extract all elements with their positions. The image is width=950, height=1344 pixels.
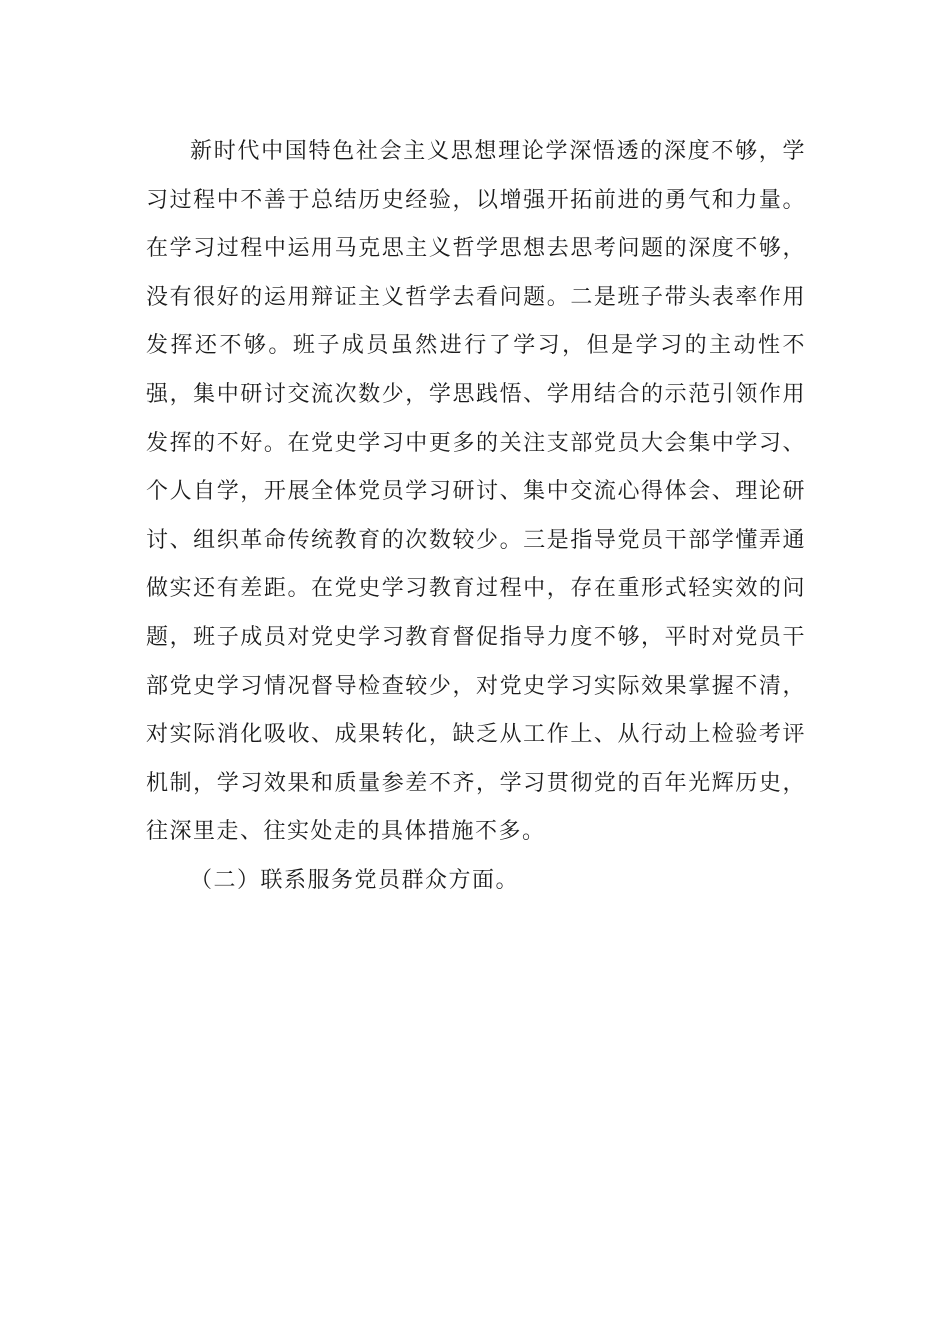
section-heading: （二）联系服务党员群众方面。 bbox=[190, 867, 520, 893]
body-paragraph: 新时代中国特色社会主义思想理论学深悟透的深度不够，学习过程中不善于总结历史经验，以增强开拓前进的勇气和力量。在学习过程中运用马克思主义哲学思想去思考问题的深度不够，没有很好的运用辩证主义哲学去看问题。二是班子带头表率作用发挥还不够。班子成员虽然进行了学习，但是学习的主动性不强，集中研讨交流次数少，学思践悟、学用结合的示范引领作用发挥的不好。在党史学习中更多的关注支部党员大会集中学习、个人自学，开展全体党员学习研讨、集中交流心得体会、理论研讨、组织革命传统教育的次数较少。三是指导党员干部学懂弄通做实还有差距。在党史学习教育过程中，存在重形式轻实效的问题，班子成员对党史学习教育督促指导力度不够，平时对党员干部党史学习情况督导检查较少，对党史学习实际效果掌握不清，对实际消化吸收、成果转化，缺乏从工作上、从行动上检验考评机制，学习效果和质量参差不齐，学习贯彻党的百年光辉历史，往深里走、往实处走的具体措施不多。 bbox=[146, 139, 806, 845]
document-body bbox=[146, 128, 806, 906]
